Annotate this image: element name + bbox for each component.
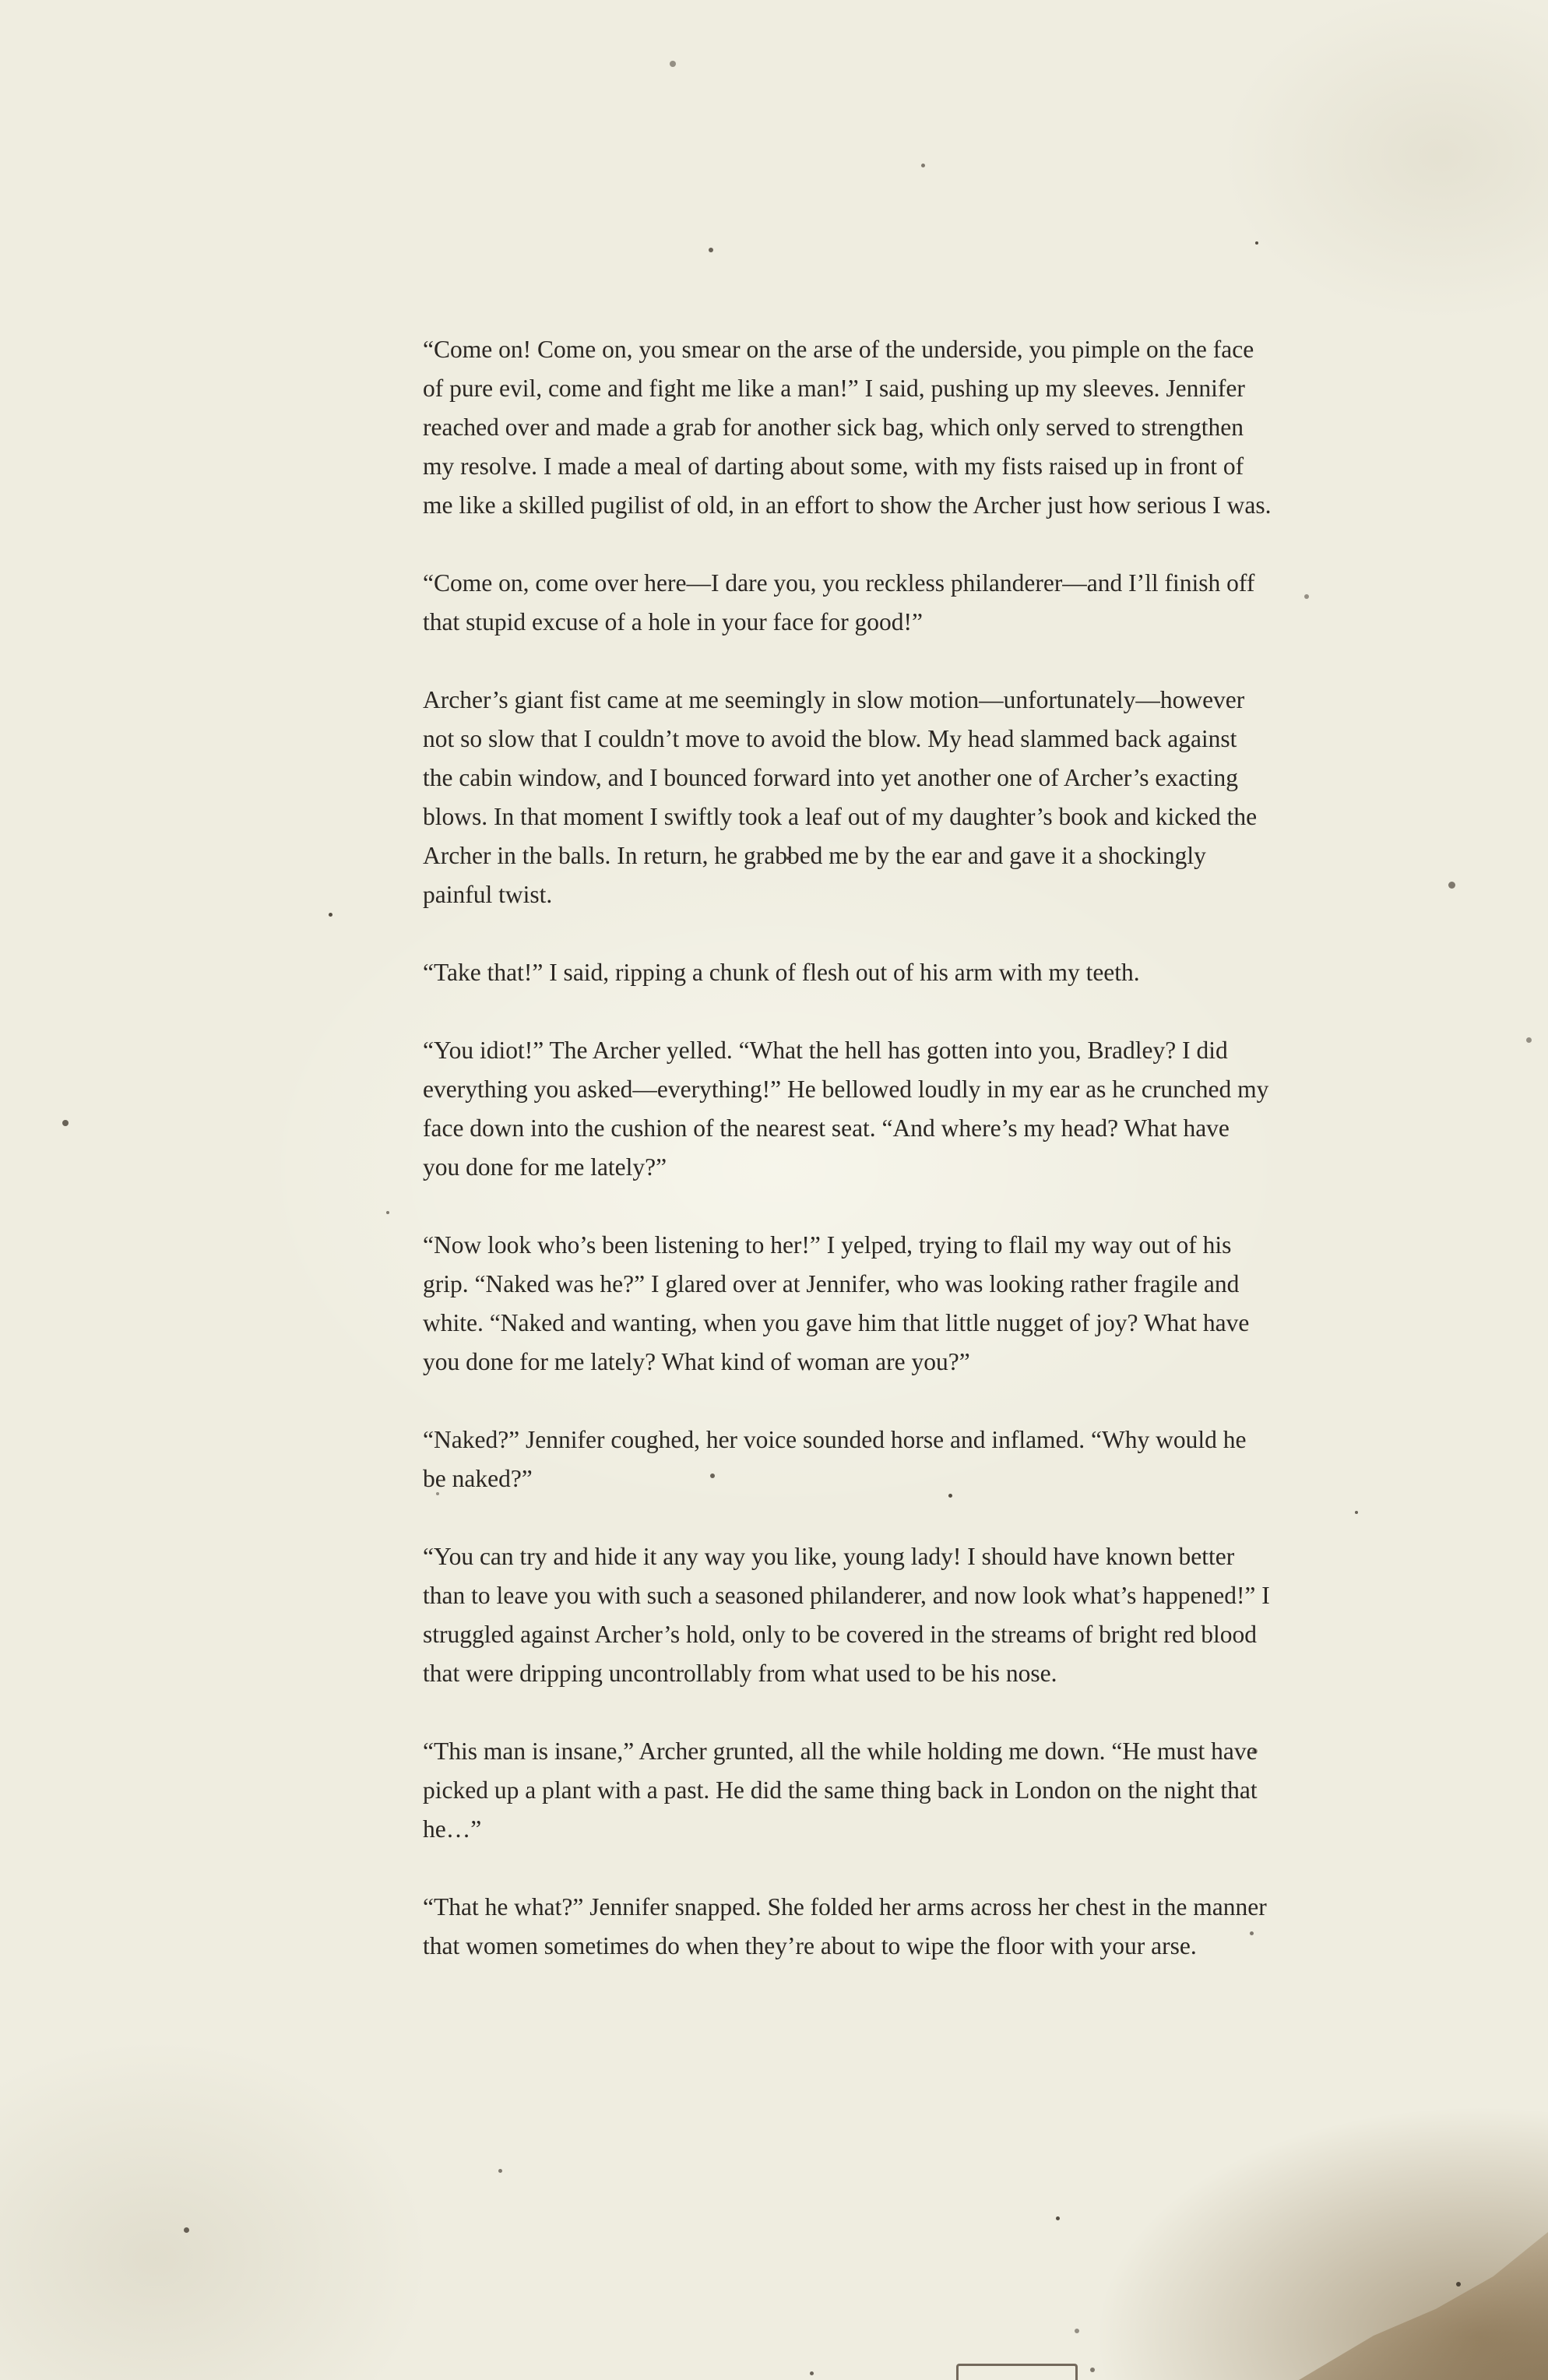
paper-speck: [1090, 2368, 1095, 2372]
paper-speck: [1255, 241, 1258, 245]
paper-speck: [386, 1211, 389, 1214]
paper-speck: [921, 164, 925, 167]
paper-speck: [670, 61, 676, 67]
paper-speck: [1456, 2282, 1461, 2287]
page-edge-tab: [956, 2364, 1078, 2380]
paragraph-9: “This man is insane,” Archer grunted, all the while holding me down. “He must have picked up a plant with a past. He did the same thing back in London on the night that he…”: [423, 1737, 1258, 1843]
paragraph-6: “Now look who’s been listening to her!” I yelped, trying to flail my way out of his grip. “Naked was he?” I glared over at Jennifer, who was looking rather fragile and white. “Naked and wanting, when you gave him that little nugget of joy? What have you done for me lately? What kind of woman are you?”: [423, 1231, 1250, 1375]
paper-speck: [329, 913, 332, 917]
paragraph-8: “You can try and hide it any way you like, young lady! I should have known better than to leave you with such a seasoned philanderer, and now look what’s happened!” I struggled against Archer’s hold, only to be covered in the streams of bright red blood that were dripping uncontrollably from what used to be his nose.: [423, 1543, 1270, 1687]
paper-speck: [1056, 2216, 1060, 2220]
paper-speck: [498, 2169, 502, 2173]
paper-speck: [1448, 882, 1455, 889]
paragraph-7: “Naked?” Jennifer coughed, her voice sounded horse and inflamed. “Why would he be naked?”: [423, 1426, 1247, 1492]
paper-speck: [1304, 594, 1309, 599]
paper-speck: [1355, 1511, 1358, 1514]
paragraph-1: “Come on! Come on, you smear on the arse of the underside, you pimple on the face of pure evil, come and fight me like a man!” I said, pushing up my sleeves. Jennifer reached over and made a grab for another sick bag, which only served to strengthen my resolve. I made a meal of darting about some, with my fists raised up in front of me like a skilled pugilist of old, in an effort to show the Archer just how serious I was.: [423, 336, 1272, 519]
paper-speck: [1075, 2329, 1079, 2333]
story-text: [423, 330, 1272, 1966]
paragraph-2: “Come on, come over here—I dare you, you reckless philanderer—and I’ll finish off that stupid excuse of a hole in your face for good!”: [423, 569, 1255, 635]
paragraph-3: Archer’s giant fist came at me seemingly in slow motion—unfortunately—however not so slow that I couldn’t move to avoid the blow. My head slammed back against the cabin window, and I bounced forward into yet another one of Archer’s exacting blows. In that moment I swiftly took a leaf out of my daughter’s book and kicked the Archer in the balls. In return, he grabbed me by the ear and gave it a shockingly painful twist.: [423, 686, 1258, 908]
paper-speck: [709, 248, 713, 252]
paper-speck: [184, 2227, 189, 2233]
paper-speck: [62, 1120, 69, 1126]
paper-speck: [810, 2371, 814, 2375]
paper-speck: [1526, 1037, 1532, 1043]
paragraph-10: “That he what?” Jennifer snapped. She folded her arms across her chest in the manner that women sometimes do when they’re about to wipe the floor with your arse.: [423, 1893, 1267, 1959]
paragraph-4: “Take that!” I said, ripping a chunk of flesh out of his arm with my teeth.: [423, 959, 1140, 986]
paragraph-5: “You idiot!” The Archer yelled. “What the hell has gotten into you, Bradley? I did everything you asked—everything!” He bellowed loudly in my ear as he crunched my face down into the cushion of the nearest seat. “And where’s my head? What have you done for me lately?”: [423, 1037, 1269, 1181]
